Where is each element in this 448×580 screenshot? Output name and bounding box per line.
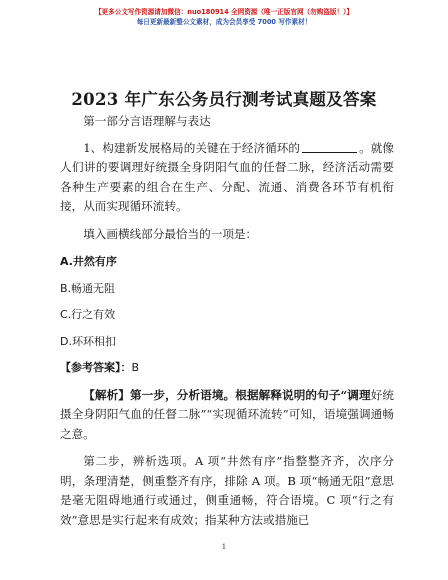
answer-value: B (131, 361, 140, 374)
promo-line-2: 每日更新最新整公文素材，成为会员享受 7000 写作素材！ (136, 18, 312, 26)
analysis-text: 好统摄全身阴阳气血的任督二脉”“实现循环流转”可知，语境强调通畅之意。 (60, 387, 394, 441)
promo-line-1: 【更多公文写作资源请加微信：nuo180914 全网资源（唯一正版官网（勿购盗版！）】 (94, 8, 354, 16)
option-b: B.畅通无阻 (60, 281, 116, 295)
analysis-label: 【解析】第一步，分析语境。 (83, 387, 236, 402)
analysis-bold-text: 根据解释说明的句子“调理 (235, 387, 371, 402)
analysis-step-1 (60, 386, 394, 445)
option-c: C.行之有效 (60, 308, 116, 321)
page-number: 1 (221, 543, 227, 551)
question-text-end: 。就像人们讲的要调理好统摄全身阴阳气血的任督二脉，经济活动需要各种生产要素的组合在生产、分配、流通、消费各环节有机衔接，从而实现循环流转。 (60, 140, 394, 213)
document-body (60, 112, 394, 538)
question-text-start: 1、构建新发展格局的关键在于经济循环的 (83, 140, 301, 155)
answer-label: 【参考答案】： (60, 361, 132, 374)
section-heading: 第一部分言语理解与表达 (83, 114, 211, 128)
option-a: A.井然有序 (60, 255, 117, 268)
promo-banner (0, 7, 448, 27)
fill-blank (302, 139, 357, 153)
analysis-step-2: 第二步，辨析选项。A 项“井然有序”指整整齐齐，次序分明，条理清楚，侧重整齐有序，排除 A 项。B 项“畅通无阻”意思是毫无阻碍地通行或通过，侧重通畅，符合语境。C 项“行之有效”意思是实行起来有成效；指某种方法或措施已 (60, 454, 394, 527)
reference-answer (60, 358, 394, 378)
question-1 (60, 139, 394, 217)
document-title: 2023 年广东公务员行测考试真题及答案 (71, 90, 377, 109)
question-prompt: 填入画横线部分最恰当的一项是： (83, 226, 258, 241)
option-d: D.环环相扣 (60, 334, 116, 348)
